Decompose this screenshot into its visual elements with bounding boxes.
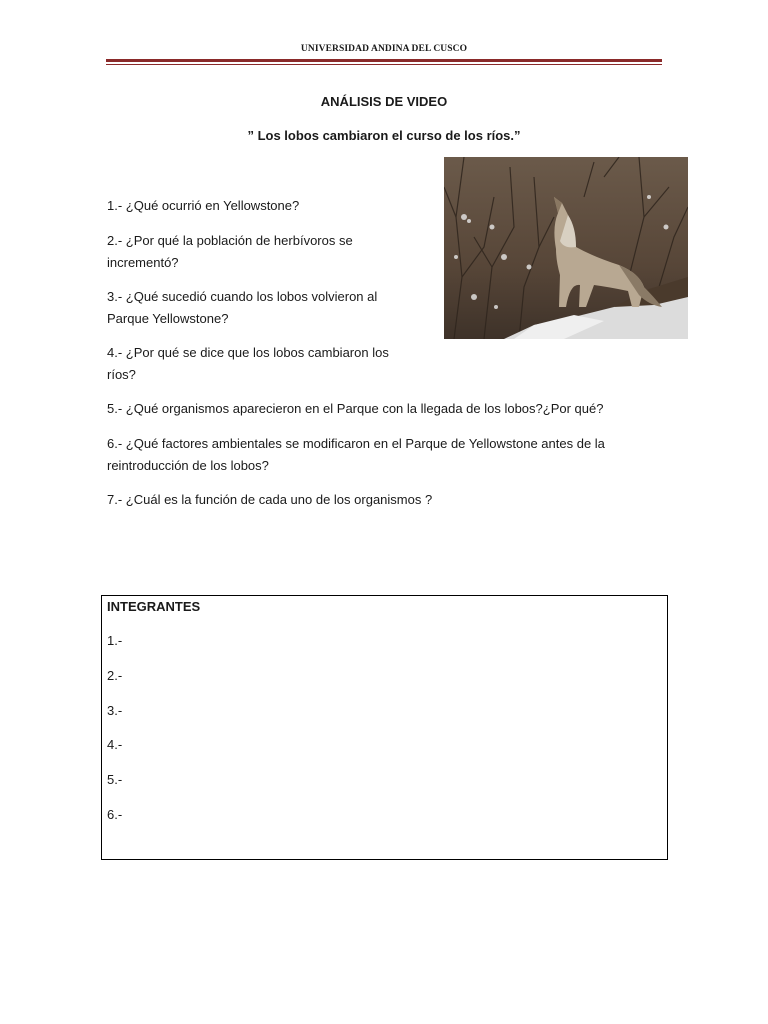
member-line-1: 1.- xyxy=(107,633,123,648)
header-rule-thick xyxy=(106,59,662,62)
question-2: 2.- ¿Por qué la población de herbívoros se incrementó? xyxy=(107,233,353,270)
member-line-4: 4.- xyxy=(107,737,123,752)
wolf-photo xyxy=(444,157,688,339)
members-box xyxy=(101,595,668,860)
question-6: 6.- ¿Qué factores ambientales se modificaron en el Parque de Yellowstone antes de la reintroducción de los lobos? xyxy=(107,436,605,473)
wolf-howling-illustration xyxy=(444,157,688,339)
member-line-5: 5.- xyxy=(107,772,123,787)
member-line-2: 2.- xyxy=(107,668,123,683)
question-3: 3.- ¿Qué sucedió cuando los lobos volvieron al Parque Yellowstone? xyxy=(107,289,378,326)
member-line-3: 3.- xyxy=(107,703,123,718)
members-heading: INTEGRANTES xyxy=(107,599,201,614)
member-line-6: 6.- xyxy=(107,807,123,822)
document-title: ANÁLISIS DE VIDEO xyxy=(320,94,448,109)
page-header: UNIVERSIDAD ANDINA DEL CUSCO xyxy=(300,44,468,54)
question-5: 5.- ¿Qué organismos aparecieron en el Parque con la llegada de los lobos?¿Por qué? xyxy=(107,401,604,416)
document-subtitle: ” Los lobos cambiaron el curso de los ríos.” xyxy=(247,128,521,143)
question-1: 1.- ¿Qué ocurrió en Yellowstone? xyxy=(107,198,300,213)
question-7: 7.- ¿Cuál es la función de cada uno de los organismos ? xyxy=(107,492,433,507)
question-4: 4.- ¿Por qué se dice que los lobos cambiaron los ríos? xyxy=(107,345,389,382)
header-rule-thin xyxy=(106,64,662,65)
